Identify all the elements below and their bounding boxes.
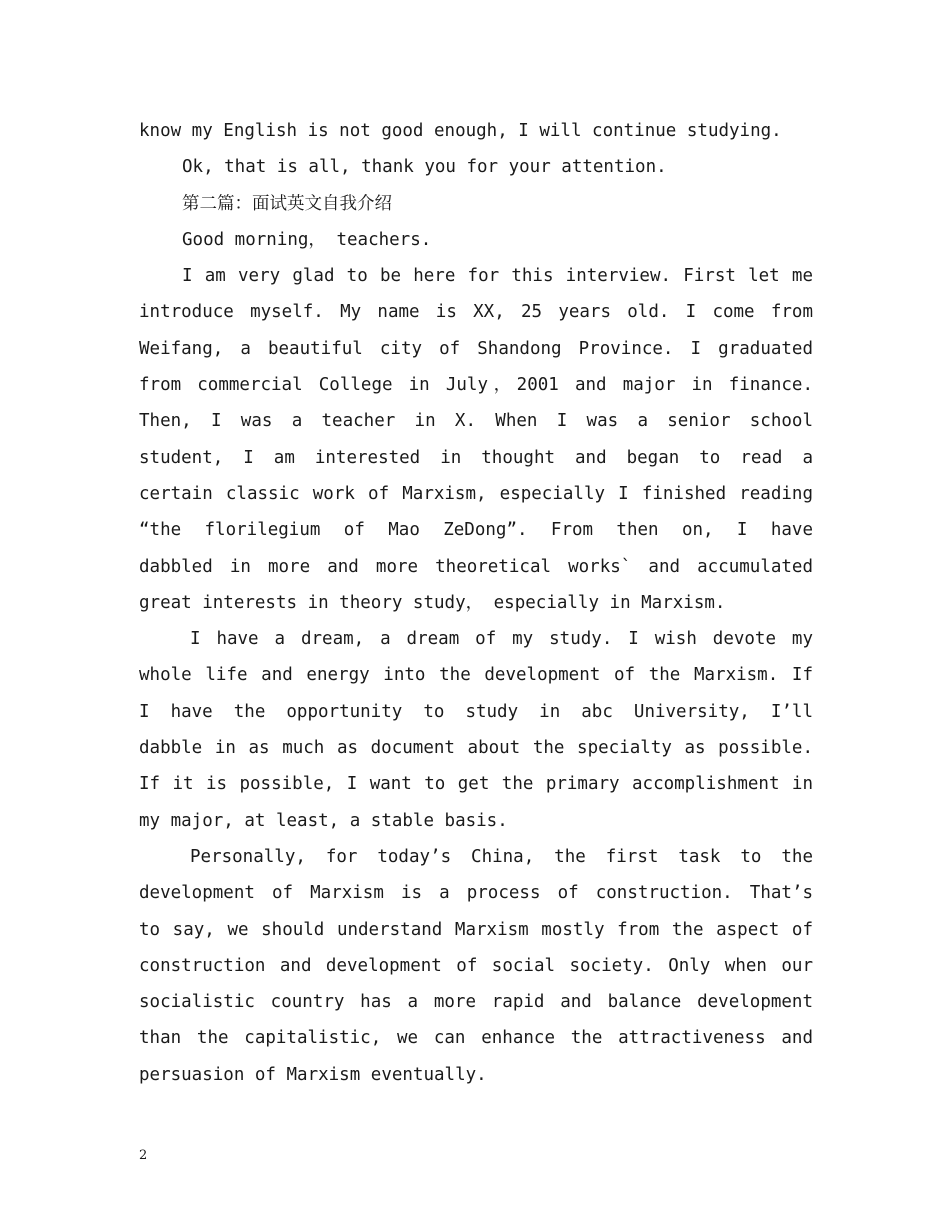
text-line: development of Marxism is a process of construction. That’s	[139, 883, 813, 904]
text-line: socialistic country has a more rapid and balance development	[139, 992, 813, 1013]
text-line: my major, at least, a stable basis.	[139, 810, 508, 831]
text-line: Personally, for today’s China, the first task to the	[190, 846, 813, 867]
text-line: Ok, that is all, thank you for your attention.	[182, 157, 667, 178]
text-line: certain classic work of Marxism, especially I finished reading	[139, 483, 813, 504]
text-line: great interests in theory study， especially in Marxism.	[139, 592, 726, 613]
text-line: introduce myself. My name is XX, 25 years old. I come from	[139, 302, 813, 323]
text-line: Then, I was a teacher in X. When I was a senior school	[139, 411, 813, 432]
text-line: persuasion of Marxism eventually.	[139, 1064, 487, 1085]
text-line: I have the opportunity to study in abc University, I’ll	[139, 701, 813, 722]
text-line: to say, we should understand Marxism mostly from the aspect of	[139, 919, 813, 940]
text-line: student, I am interested in thought and began to read a	[139, 447, 813, 468]
text-line: dabbled in more and more theoretical works` and accumulated	[139, 556, 813, 577]
text-line: than the capitalistic, we can enhance the attractiveness and	[139, 1028, 813, 1049]
text-line: construction and development of social society. Only when our	[139, 955, 813, 976]
text-line: know my English is not good enough, I will continue studying.	[139, 121, 782, 141]
text-line: whole life and energy into the development of the Marxism. If	[139, 665, 813, 686]
text-line: I have a dream, a dream of my study. I wish devote my	[190, 629, 813, 650]
text-line: dabble in as much as document about the specialty as possible.	[139, 738, 813, 759]
text-line: Weifang, a beautiful city of Shandong Province. I graduated	[139, 338, 813, 359]
page-number: 2	[139, 1148, 148, 1163]
text-line: from commercial College in July，2001 and major in finance.	[139, 375, 813, 396]
text-line: I am very glad to be here for this interview. First let me	[182, 266, 813, 287]
section-heading: 第二篇：面试英文自我介绍	[182, 193, 392, 214]
body-text	[139, 113, 813, 1093]
greeting-line: Good morning， teachers.	[182, 229, 432, 250]
text-line: “the florilegium of Mao ZeDong”. From then on, I have	[139, 520, 813, 541]
text-line: If it is possible, I want to get the primary accomplishment in	[139, 774, 813, 795]
